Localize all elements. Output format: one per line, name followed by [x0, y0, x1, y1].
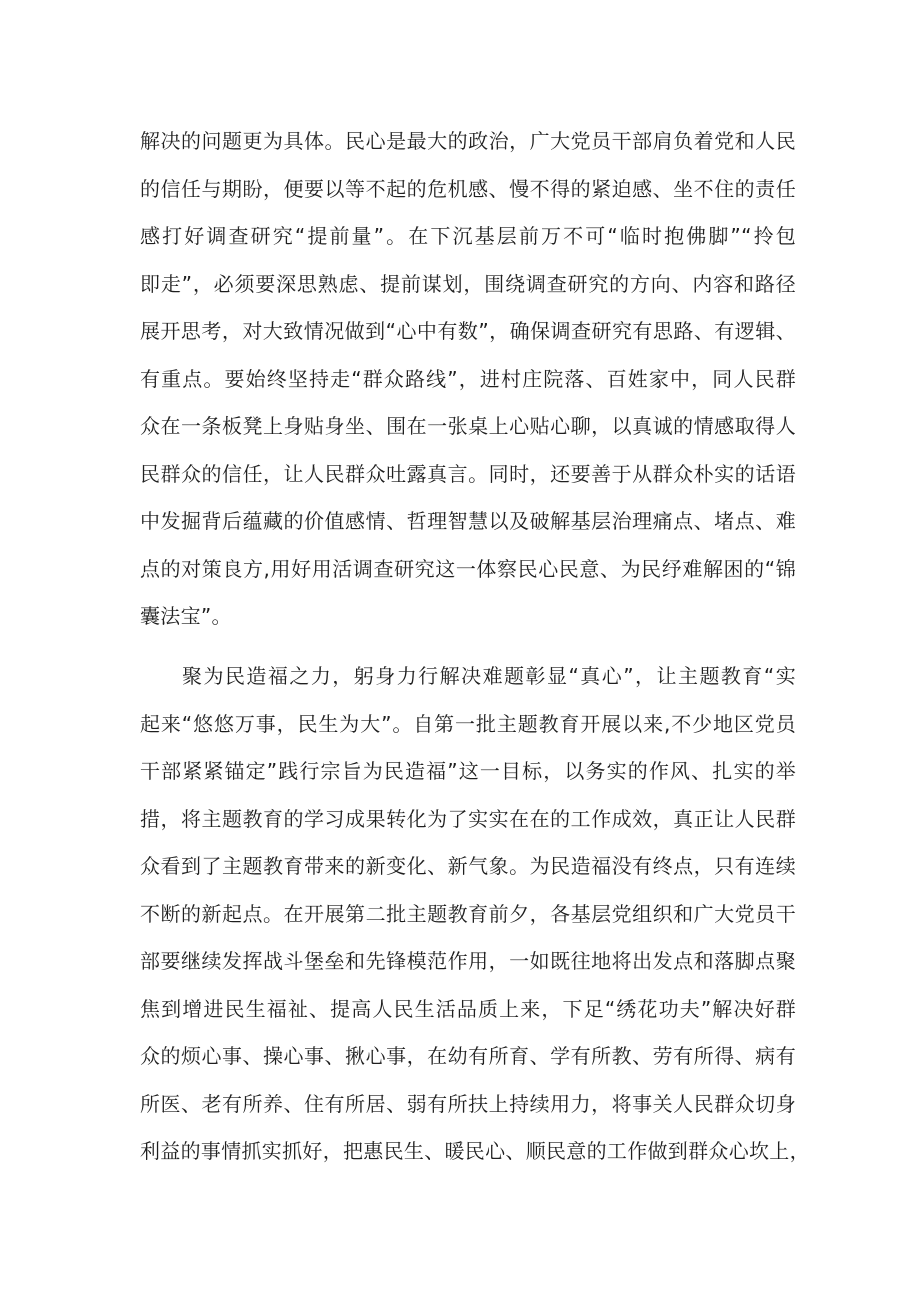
text-line: 所医、老有所养、住有所居、弱有所扶上持续用力，将事关人民群众切身	[140, 1091, 796, 1116]
text-line: 有重点。要始终坚持走“群众路线”，进村庄院落、百姓家中，同人民群	[140, 366, 796, 391]
text-line: 起来“悠悠万事，民生为大”。自第一批主题教育开展以来,不少地区党员	[140, 711, 796, 736]
text-line: 焦到增进民生福祉、提高人民生活品质上来，下足“绣花功夫”解决好群	[140, 996, 796, 1021]
text-line: 解决的问题更为具体。民心是最大的政治，广大党员干部肩负着党和人民	[140, 129, 796, 153]
text-line: 干部紧紧锚定”践行宗旨为民造福”这一目标，以务实的作风、扎实的举	[140, 759, 796, 784]
body-text	[140, 118, 810, 1176]
text-line: 不断的新起点。在开展第二批主题教育前夕，各基层党组织和广大党员干	[140, 901, 796, 926]
text-line: 民群众的信任，让人民群众吐露真言。同时，还要善于从群众朴实的话语	[140, 461, 796, 486]
text-line: 众在一条板凳上身贴身坐、围在一张桌上心贴心聊，以真诚的情感取得人	[140, 414, 796, 439]
paragraph-2	[140, 653, 810, 1176]
paragraph-1	[140, 118, 796, 641]
text-line: 中发掘背后蕴藏的价值感情、哲理智慧以及破解基层治理痛点、堵点、难	[140, 509, 796, 534]
text-line: 点的对策良方,用好用活调查研究这一体察民心民意、为民纾难解困的“锦	[140, 556, 796, 581]
text-line: 感打好调查研究“提前量”。在下沉基层前万不可“临时抱佛脚”“拎包	[140, 224, 796, 249]
text-line: 囊法宝”。	[140, 604, 232, 629]
text-line: 即走”，必须要深思熟虑、提前谋划，围绕调查研究的方向、内容和路径	[140, 271, 796, 296]
text-line: 聚为民造福之力，躬身力行解决难题彰显“真心”，让主题教育“实	[182, 664, 796, 689]
text-line: 众看到了主题教育带来的新变化、新气象。为民造福没有终点，只有连续	[140, 854, 796, 879]
paragraph-spacer	[140, 641, 796, 653]
text-line: 众的烦心事、操心事、揪心事，在幼有所育、学有所教、劳有所得、病有	[140, 1044, 796, 1069]
text-line: 展开思考，对大致情况做到“心中有数”，确保调查研究有思路、有逻辑、	[140, 319, 796, 344]
text-line: 的信任与期盼，便要以等不起的危机感、慢不得的紧迫感、坐不住的责任	[140, 176, 796, 201]
text-line: 措，将主题教育的学习成果转化为了实实在在的工作成效，真正让人民群	[140, 806, 796, 831]
text-line: 利益的事情抓实抓好，把惠民生、暖民心、顺民意的工作做到群众心坎上，	[140, 1139, 810, 1164]
text-line: 部要继续发挥战斗堡垒和先锋模范作用，一如既往地将出发点和落脚点聚	[140, 949, 796, 974]
